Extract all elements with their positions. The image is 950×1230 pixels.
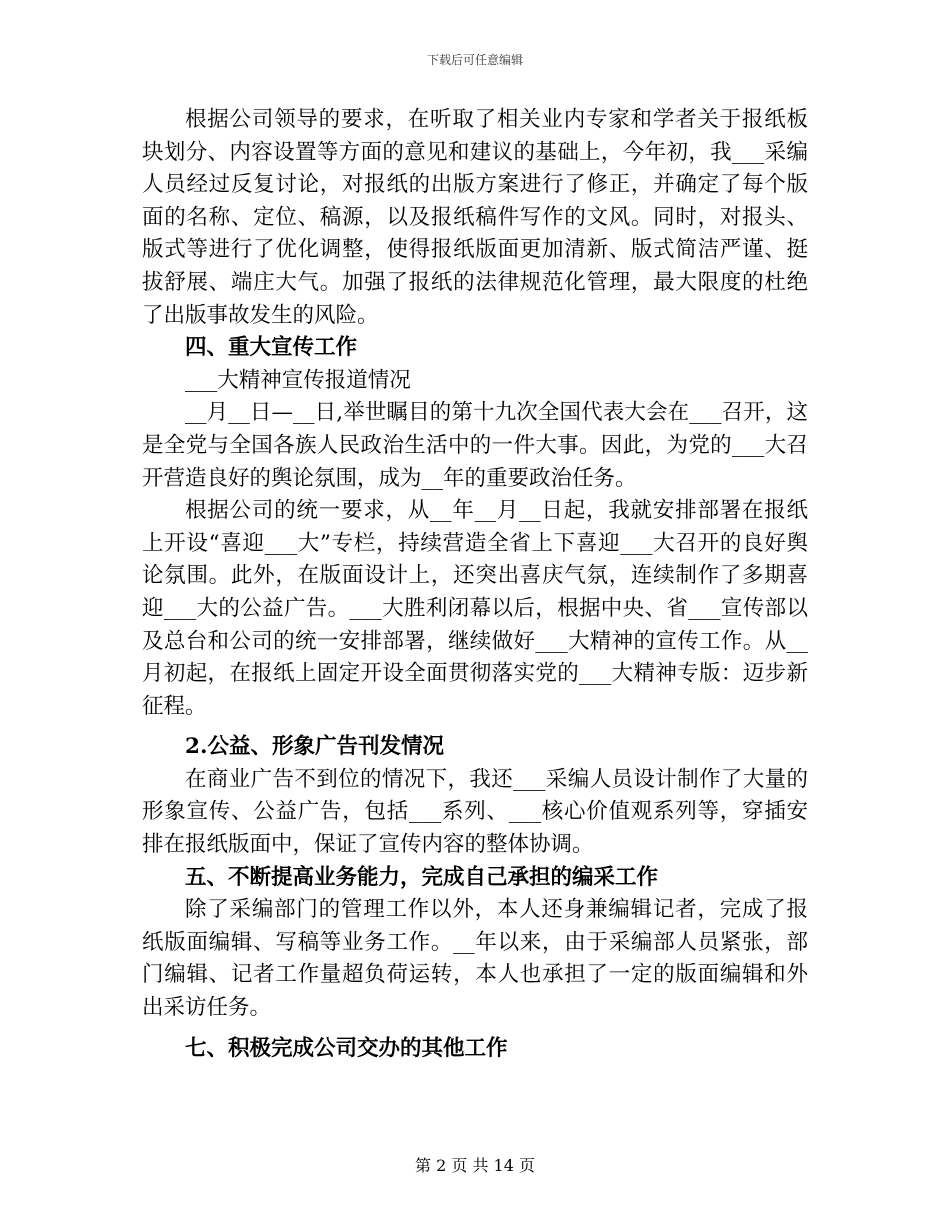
paragraph-column-arrangement: 根据公司的统一要求，从__年__月__日起，我就安排部署在报纸上开设“喜迎___大”专栏，持续营造全省上下喜迎___大召开的良好舆论氛围。此外，在版面设计上，还突出喜庆气氛，连续制作了多期喜迎___大的公益广告。___大胜利闭幕以后，根据中央、省___宣传部以及总台和公司的统一安排部署，继续做好___大精神的宣传工作。从__月初起，在报纸上固定开设全面贯彻落实党的___大精神专版：迈步新征程。 [142, 498, 808, 719]
paragraph-congress-event: __月__日—__日,举世瞩目的第十九次全国代表大会在___召开，这是全党与全国各族人民政治生活中的一件大事。因此，为党的___大召开营造良好的舆论氛围，成为__年的重要政治任务。 [142, 400, 808, 491]
subheading-public-ads: 2.公益、形象广告刊发情况 [185, 734, 444, 760]
paragraph-editing-work: 除了采编部门的管理工作以外，本人还身兼编辑记者，完成了报纸版面编辑、写稿等业务工作。__年以来，由于采编部人员紧张，部门编辑、记者工作量超负荷运转，本人也承担了一定的版面编辑和外出采访任务。 [142, 897, 808, 1021]
document-body [142, 104, 808, 1065]
page-header-note: 下载后可任意编辑 [426, 53, 523, 67]
subheading-spirit-coverage: ___大精神宣传报道情况 [185, 367, 411, 393]
paragraph-layout-revision: 根据公司领导的要求，在听取了相关业内专家和学者关于报纸板块划分、内容设置等方面的意见和建议的基础上，今年初，我___采编人员经过反复讨论，对报纸的出版方案进行了修正，并确定了每个版面的名称、定位、稿源，以及报纸稿件写作的文风。同时，对报头、版式等进行了优化调整，使得报纸版面更加清新、版式简洁严谨、挺拔舒展、端庄大气。加强了报纸的法律规范化管理，最大限度的杜绝了出版事故发生的风险。 [142, 107, 808, 328]
page-number: 第 2 页 共 14 页 [415, 1156, 535, 1175]
paragraph-public-ads: 在商业广告不到位的情况下，我还___采编人员设计制作了大量的形象宣传、公益广告，包括___系列、___核心价值观系列等，穿插安排在报纸版面中，保证了宣传内容的整体协调。 [142, 766, 808, 858]
section-heading-other-work: 七、积极完成公司交办的其他工作 [185, 1035, 508, 1061]
section-heading-business-ability: 五、不断提高业务能力，完成自己承担的编采工作 [185, 864, 659, 890]
section-heading-major-publicity: 四、重大宣传工作 [185, 335, 358, 361]
